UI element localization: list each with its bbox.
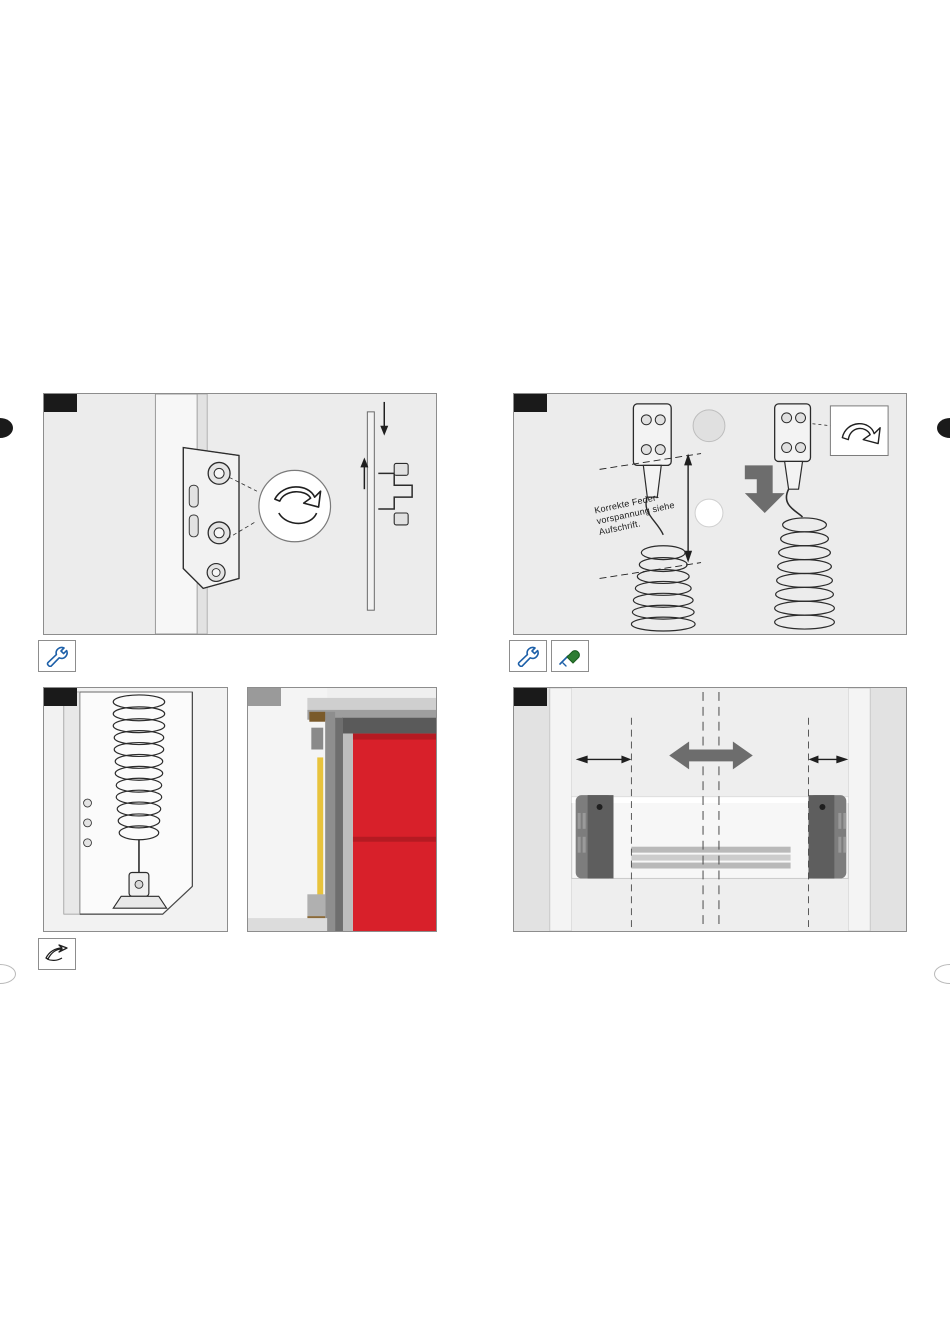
figure-2-tool-screwdriver — [551, 640, 589, 672]
figure-5-illustration — [514, 688, 906, 931]
figure-2-step-tab — [513, 393, 547, 412]
page-edge-marker-left — [0, 418, 13, 438]
figure-1 — [43, 393, 437, 635]
figure-2-illustration — [514, 394, 906, 634]
figure-5 — [513, 687, 907, 932]
figure-3-illustration — [44, 688, 227, 931]
figure-4-photo — [247, 687, 437, 932]
figure-4-step-tab — [247, 687, 281, 706]
page-edge-oval-left — [0, 964, 16, 984]
figure-1-step-tab — [43, 393, 77, 412]
figure-3 — [43, 687, 228, 932]
wrench-icon — [515, 645, 541, 667]
figure-2 — [513, 393, 907, 635]
figure-1-illustration — [44, 394, 436, 634]
wrench-icon — [44, 645, 70, 667]
figure-2-tool-wrench — [509, 640, 547, 672]
hand-icon — [43, 943, 71, 965]
page-edge-marker-right — [937, 418, 950, 438]
figure-4-photo-content — [248, 688, 436, 931]
screwdriver-icon — [557, 645, 583, 667]
figure-1-tool-wrench — [38, 640, 76, 672]
figure-3-tool-hand — [38, 938, 76, 970]
figure-5-step-tab — [513, 687, 547, 706]
page-edge-oval-right — [934, 964, 950, 984]
figure-2-caption: Korrekte Feder- vorspannung siehe Aufschrift. — [593, 491, 676, 537]
figure-3-step-tab — [43, 687, 77, 706]
